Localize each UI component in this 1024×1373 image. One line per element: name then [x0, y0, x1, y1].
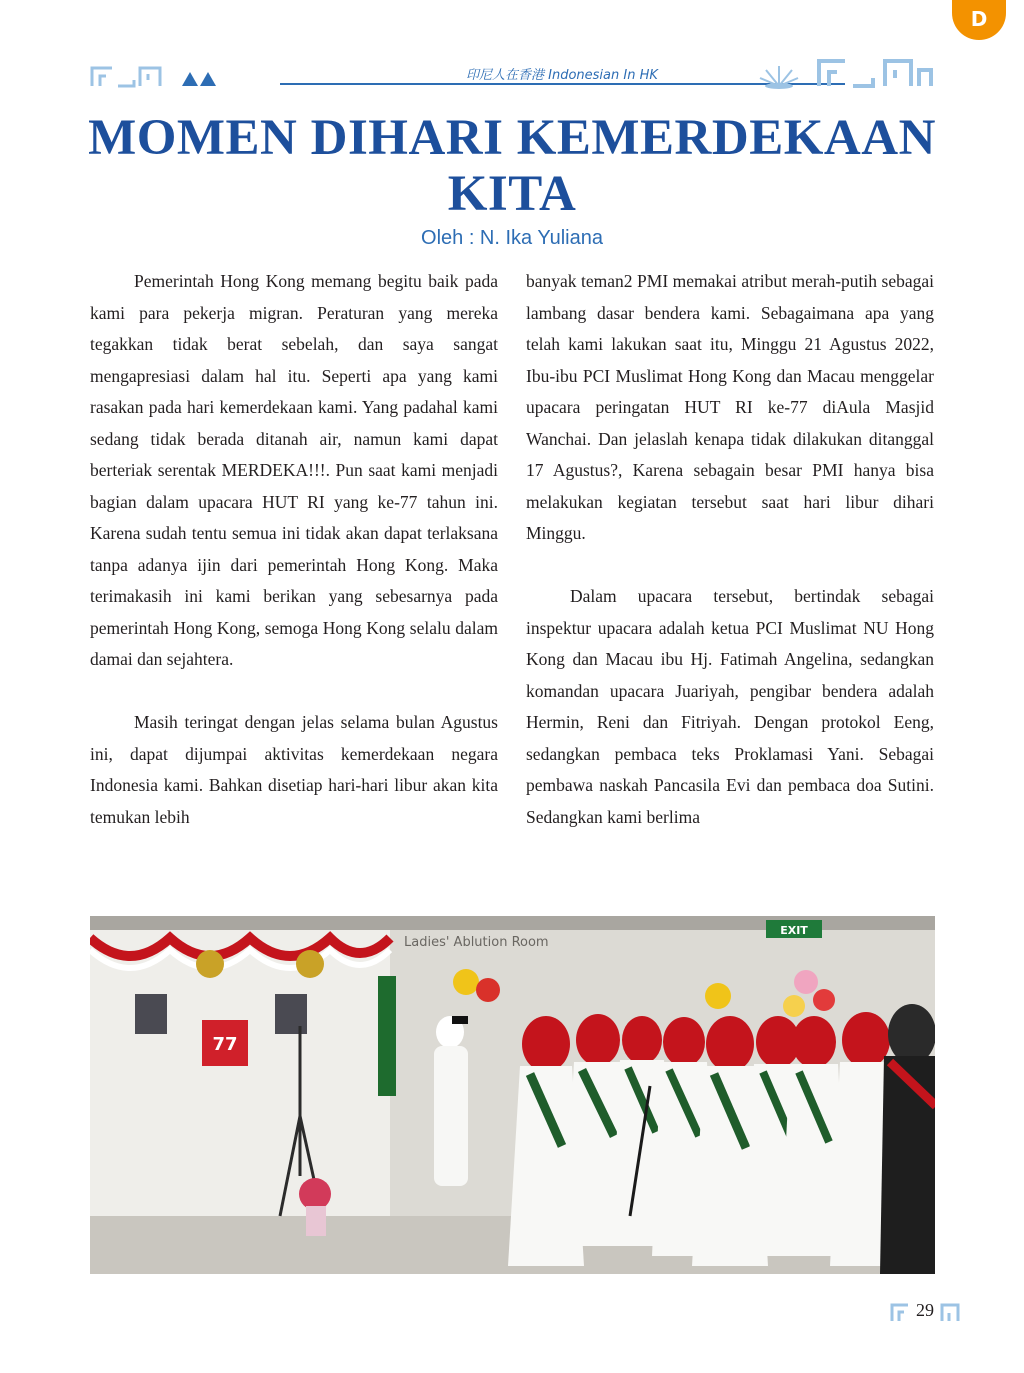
ceremony-illustration	[90, 916, 935, 1274]
ablution-sign-text: Ladies' Ablution Room	[404, 935, 549, 950]
section-badge: D	[952, 0, 1006, 40]
article-title: MOMEN DIHARI KEMERDEKAAN KITA	[88, 110, 936, 222]
page-number: 29	[916, 1300, 934, 1320]
greek-key-right-icon	[815, 58, 935, 88]
page-header	[90, 58, 935, 92]
flower-ornament-icon	[756, 60, 802, 90]
greek-key-left-icon	[90, 66, 220, 88]
page-number-right-ornament-icon	[940, 1303, 962, 1323]
paragraph: banyak teman2 PMI memakai atribut merah-putih sebagai lambang dasar bendera kami. Sebagaimana apa yang telah kami lakukan saat itu, Minggu 21 Agustus 2022, Ibu-ibu PCI Muslimat Hong Kong dan Macau menggelar upacara peringatan HUT RI ke-77 diAula Masjid Wanchai. Dan jelaslah kenapa tidak dilakukan ditanggal 17 Agustus?, Karena sebagain besar PMI hanya bisa melakukan kegiatan tersebut saat hari libur dihari Minggu.	[526, 271, 934, 543]
magazine-tagline: 印尼人在香港 Indonesian In HK	[462, 64, 662, 83]
article-byline: Oleh : N. Ika Yuliana	[421, 227, 603, 249]
banner-77-text: 77	[212, 1034, 238, 1055]
paragraph: Pemerintah Hong Kong memang begitu baik pada kami para pekerja migran. Peraturan yang mereka tegakkan tidak berat sebelah, dan saya sangat mengapresiasi dalam hal itu. Seperti apa yang kami rasakan pada hari kemerdekaan kami. Yang padahal kami sedang tidak berada ditanah air, namun kami dapat berteriak serentak MERDEKA!!!. Pun saat kami menjadi bagian dalam upacara HUT RI yang ke-77 tahun ini. Karena sudah tentu semua ini tidak akan dapat terlaksana tanpa adanya ijin dari pemerintah Hong Kong. Maka terimakasih ini kami berikan yang sebesarnya pada pemerintah Hong Kong, semoga Hong Kong selalu dalam damai dan sejahtera.	[90, 271, 498, 669]
ceremony-photo	[90, 916, 935, 1274]
left-column	[90, 266, 498, 833]
page-number-left-ornament-icon	[890, 1303, 912, 1323]
right-column	[526, 266, 934, 833]
paragraph: Masih teringat dengan jelas selama bulan Agustus ini, dapat dijumpai aktivitas kemerdekaan negara Indonesia kami. Bahkan disetiap hari-hari libur akan kita temukan lebih	[90, 712, 498, 827]
exit-sign-text: EXIT	[780, 924, 808, 937]
paragraph: Dalam upacara tersebut, bertindak sebagai inspektur upacara adalah ketua PCI Muslimat NU Hong Kong dan Macau ibu Hj. Fatimah Angelina, sedangkan komandan upacara Juariyah, pengibar bendera adalah Hermin, Reni dan Fitriyah. Dengan protokol Eeng, sedangkan pembaca teks Proklamasi Yani. Sebagai pembawa naskah Pancasila Evi dan pembaca doa Sutini. Sedangkan kami berlima	[526, 586, 934, 827]
